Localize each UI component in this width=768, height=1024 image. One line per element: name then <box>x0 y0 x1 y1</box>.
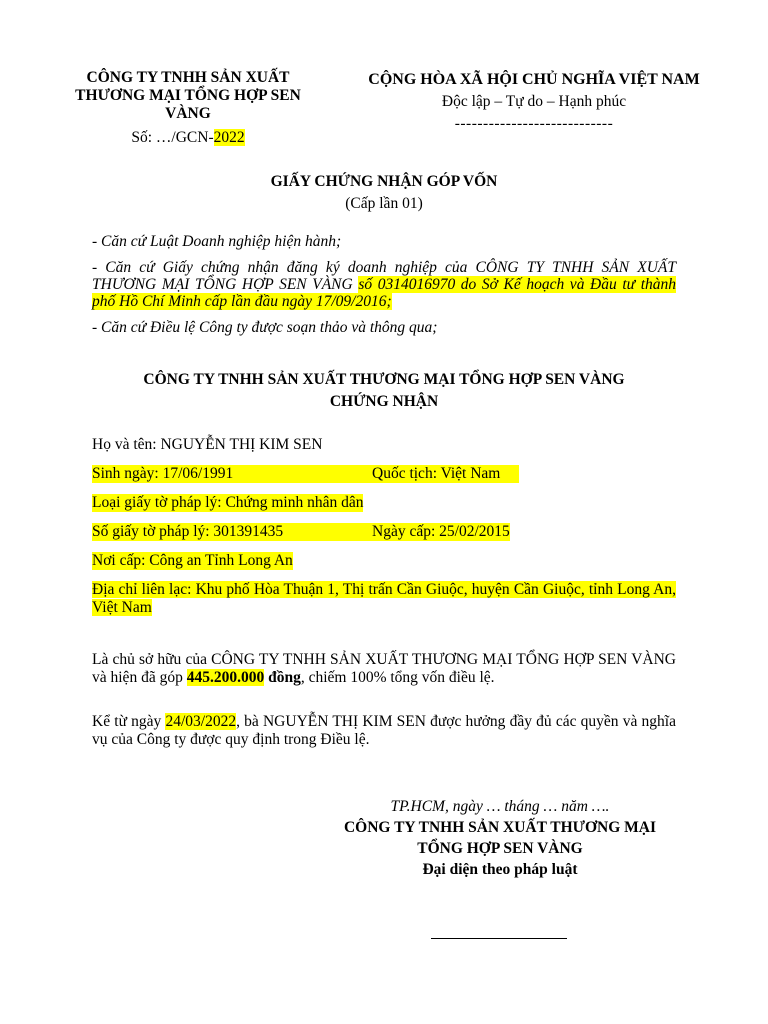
basis-item-1: - Căn cứ Luật Doanh nghiệp hiện hành; <box>92 233 342 250</box>
member-dob: Sinh ngày: 17/06/1991 <box>92 465 372 483</box>
contribution-amount: 445.200.000 <box>186 669 265 686</box>
member-issue-date: Ngày cấp: 25/02/2015 <box>372 523 510 540</box>
signature-block <box>300 796 700 880</box>
member-doc-number-row <box>92 523 676 541</box>
ownership-paragraph <box>92 651 676 687</box>
signature-line <box>431 938 567 939</box>
effective-date: 24/03/2022 <box>165 713 237 730</box>
member-dob-row <box>92 465 676 483</box>
document-number-year: 2022 <box>213 129 245 146</box>
rights-paragraph <box>92 713 676 749</box>
document-number-prefix: Số: …/GCN- <box>131 129 214 146</box>
member-issue-place: Nơi cấp: Công an Tỉnh Long An <box>92 552 293 569</box>
contribution-unit: đồng <box>264 669 301 686</box>
national-header <box>344 69 724 135</box>
member-address: Địa chỉ liên lạc: Khu phố Hòa Thuận 1, Thị trấn Cần Giuộc, huyện Cần Giuộc, tỉnh Long An, Việt Nam <box>92 581 676 616</box>
member-info <box>92 436 676 628</box>
rights-text-before: Kể từ ngày <box>92 713 166 730</box>
document-number <box>72 129 304 147</box>
certifying-company: CÔNG TY TNHH SẢN XUẤT THƯƠNG MẠI TỔNG HỢP SEN VÀNG <box>143 371 625 388</box>
member-doc-type: Loại giấy tờ pháp lý: Chứng minh nhân dân <box>92 494 364 511</box>
member-address-row <box>92 581 676 617</box>
member-doc-type-row <box>92 494 676 512</box>
issuer-company-line2: THƯƠNG MẠI TỔNG HỢP SEN <box>75 87 301 104</box>
rights-text-after: , bà NGUYỄN THỊ KIM SEN được hưởng đầy đủ các quyền và nghĩa vụ của Công ty được quy định trong Điều lệ. <box>92 713 676 748</box>
member-issue-place-row <box>92 552 676 570</box>
ownership-share: , chiếm 100% tổng vốn điều lệ. <box>300 669 495 686</box>
issuer-company-line1: CÔNG TY TNHH SẢN XUẤT <box>86 69 290 86</box>
national-title: CỘNG HÒA XÃ HỘI CHỦ NGHĨA VIỆT NAM <box>368 71 700 88</box>
ownership-text: Là chủ sở hữu của CÔNG TY TNHH SẢN XUẤT THƯƠNG MẠI TỔNG HỢP SEN VÀNG và hiện đã góp <box>92 651 676 686</box>
basis-item-2 <box>92 259 676 310</box>
member-nationality: Quốc tịch: Việt Nam <box>372 465 519 483</box>
member-name: Họ và tên: NGUYỄN THỊ KIM SEN <box>92 436 323 453</box>
issue-count: (Cấp lần 01) <box>345 195 423 212</box>
certification-heading <box>92 369 676 413</box>
basis-item-2-highlight: số 0314016970 do Sở Kế hoạch và Đầu tư thành phố Hồ Chí Minh cấp lần đầu ngày 17/09/2016; <box>92 276 676 310</box>
certifies-label: CHỨNG NHẬN <box>329 393 439 410</box>
signing-company-line1: CÔNG TY TNHH SẢN XUẤT THƯƠNG MẠI <box>343 819 657 836</box>
basis-item-3: - Căn cứ Điều lệ Công ty được soạn thảo và thông qua; <box>92 319 438 336</box>
legal-basis <box>92 233 676 345</box>
issuer-header <box>72 69 304 147</box>
header-divider: ---------------------------- <box>454 115 614 132</box>
basis-item-2-text: - Căn cứ Giấy chứng nhận đăng ký doanh nghiệp của CÔNG TY TNHH SẢN XUẤT THƯƠNG MẠI TỔNG HỢP SEN VÀNG <box>92 259 676 293</box>
issuer-company-line3: VÀNG <box>165 105 211 122</box>
legal-representative: Đại diện theo pháp luật <box>422 861 578 878</box>
national-motto: Độc lập – Tự do – Hạnh phúc <box>441 93 627 110</box>
document-title-block <box>92 171 676 215</box>
signing-place-date: TP.HCM, ngày … tháng … năm …. <box>390 798 610 815</box>
signing-company-line2: TỔNG HỢP SEN VÀNG <box>417 840 583 857</box>
member-doc-number: Số giấy tờ pháp lý: 301391435 <box>92 523 372 541</box>
document-title: GIẤY CHỨNG NHẬN GÓP VỐN <box>270 173 498 190</box>
